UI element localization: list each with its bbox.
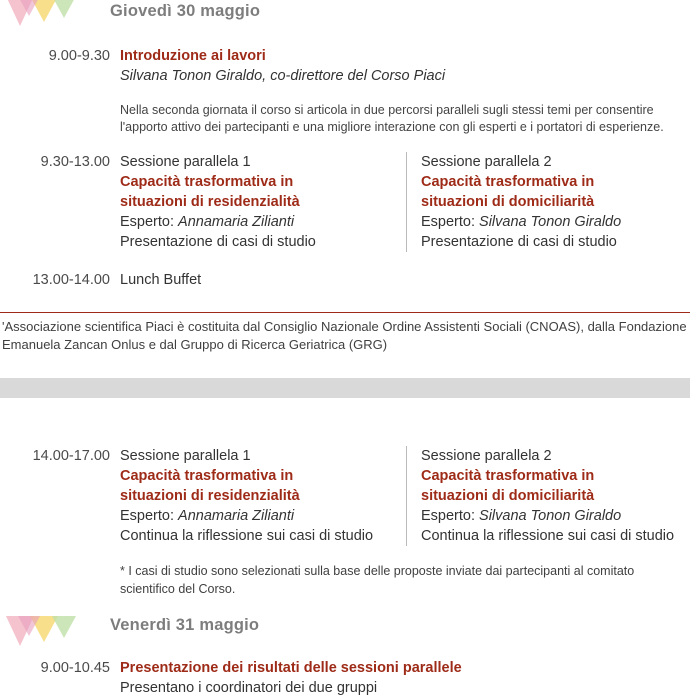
day-2-label: Venerdì 31 maggio [110, 616, 260, 634]
day-header-1 [0, 2, 690, 32]
parallel-column-2 [406, 152, 690, 252]
session-row-intro [0, 46, 690, 86]
afternoon-note: * I casi di studio sono selezionati sulla base delle proposte inviate dai partecipanti al comitato scientifico del Corso. [120, 564, 635, 596]
parallel-column-1 [120, 446, 406, 546]
session-detail: Presentano i coordinatori dei due gruppi [120, 680, 378, 696]
parallel-column-1 [120, 152, 406, 252]
expert-name: Annamaria Zilianti [178, 214, 295, 230]
column-title-line2: situazioni di residenzialità [120, 488, 300, 504]
footer-divider-wrap [0, 312, 690, 354]
intro-paragraph-row [0, 102, 690, 136]
column-title-line1: Capacità trasformativa in [421, 468, 595, 484]
column-activity: Presentazione di casi di studio [120, 234, 316, 250]
parallel-sessions-afternoon [0, 446, 690, 546]
column-expert [421, 506, 689, 526]
column-head: Sessione parallela 2 [421, 154, 552, 170]
expert-name: Annamaria Zilianti [178, 508, 295, 524]
expert-name: Silvana Tonon Giraldo [479, 508, 622, 524]
column-head: Sessione parallela 2 [421, 448, 552, 464]
triangles-icon [0, 0, 104, 34]
session-title: Presentazione dei risultati delle sessioni parallele [120, 660, 462, 676]
parallel-column-2 [406, 446, 690, 546]
triangles-icon [0, 610, 104, 648]
expert-label: Esperto: [421, 214, 480, 230]
column-expert [421, 212, 689, 232]
column-title-line1: Capacità trasformativa in [120, 468, 294, 484]
column-head: Sessione parallela 1 [120, 154, 251, 170]
lunch-label: Lunch Buffet [120, 272, 202, 288]
session-speaker: Silvana Tonon Giraldo, co-direttore del Corso Piaci [120, 68, 446, 84]
column-expert [120, 506, 398, 526]
expert-label: Esperto: [120, 214, 179, 230]
column-title-line2: situazioni di domiciliarità [421, 488, 595, 504]
expert-label: Esperto: [421, 508, 480, 524]
expert-name: Silvana Tonon Giraldo [479, 214, 622, 230]
column-title-line1: Capacità trasformativa in [421, 174, 595, 190]
column-activity: Continua la riflessione sui casi di studio [120, 528, 374, 544]
page-break-gap [0, 378, 690, 398]
decorative-logo-2 [0, 610, 104, 648]
decorative-logo-1 [0, 0, 104, 34]
lunch-row [0, 270, 690, 290]
column-activity: Presentazione di casi di studio [421, 234, 617, 250]
column-head: Sessione parallela 1 [120, 448, 251, 464]
column-expert [120, 212, 398, 232]
session-time: 9.00-10.45 [40, 660, 110, 676]
column-activity: Continua la riflessione sui casi di studio [421, 528, 675, 544]
day-header-2 [0, 616, 690, 646]
column-title-line2: situazioni di domiciliarità [421, 194, 595, 210]
column-title-line1: Capacità trasformativa in [120, 174, 294, 190]
parallel-sessions-morning [0, 152, 690, 252]
afternoon-note-row [0, 562, 690, 598]
session-time: 9.30-13.00 [40, 154, 110, 170]
document-page [0, 2, 690, 696]
session-time: 13.00-14.00 [32, 272, 110, 288]
day-1-label: Giovedì 30 maggio [110, 2, 261, 20]
session-time: 9.00-9.30 [48, 48, 110, 64]
intro-paragraph: Nella seconda giornata il corso si articola in due percorsi paralleli sugli stessi temi per consentire l'apporto attivo dei partecipanti e una migliore interazione con gli esperti e i portatori di esperienze. [120, 103, 664, 134]
session-row-results [0, 658, 690, 698]
session-title: Introduzione ai lavori [120, 48, 266, 64]
column-title-line2: situazioni di residenzialità [120, 194, 300, 210]
footnote-text: 'Associazione scientifica Piaci è costituita dal Consiglio Nazionale Ordine Assistenti Sociali (CNOAS), dalla Fondazione Emanuela Zancan Onlus e dal Gruppo di Ricerca Geriatrica (GRG) [2, 319, 687, 352]
session-time: 14.00-17.00 [32, 448, 110, 464]
expert-label: Esperto: [120, 508, 179, 524]
